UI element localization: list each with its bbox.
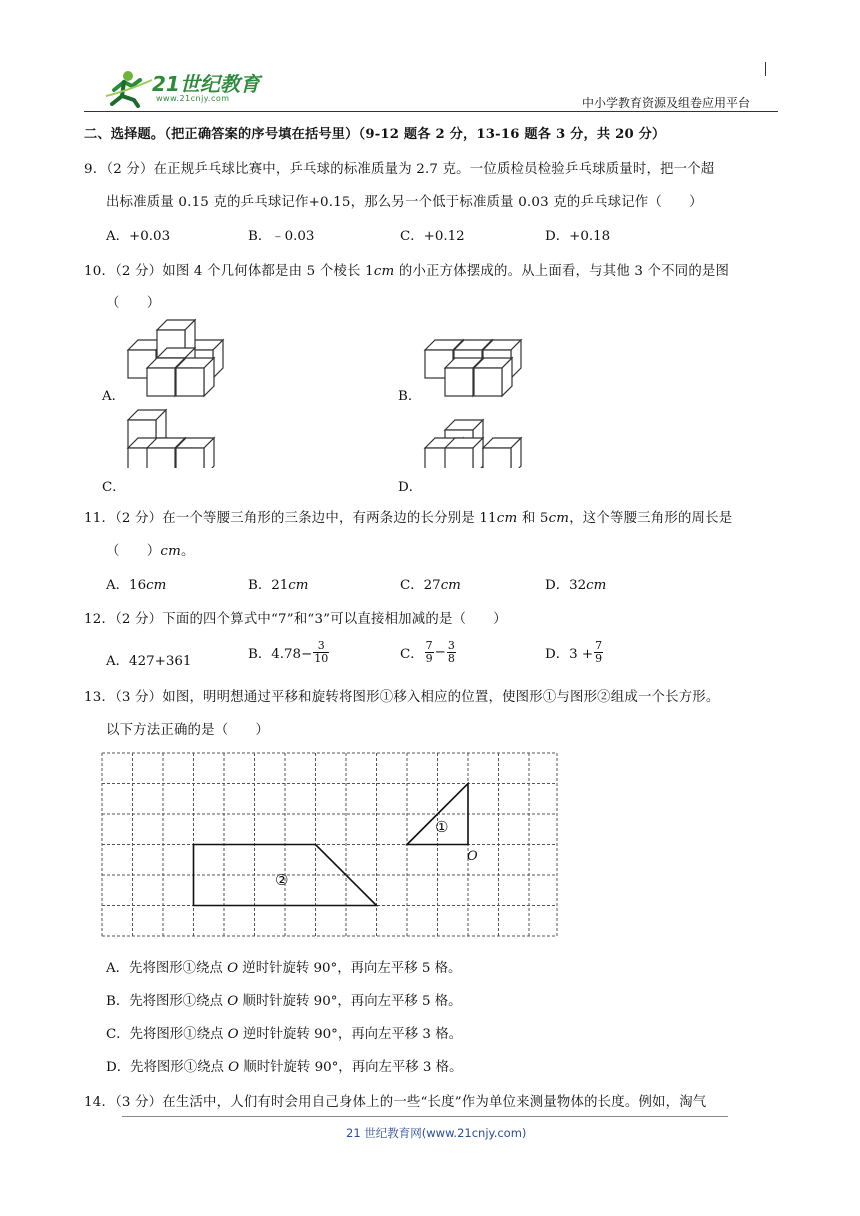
q10-line2: （ ） <box>106 296 161 311</box>
q12-option-c <box>400 640 457 665</box>
q12-option-d <box>545 640 604 665</box>
q10-label-d: D． <box>398 480 423 495</box>
q12-c-minus: − <box>434 645 446 660</box>
q12-c-num2: 3 <box>447 639 455 652</box>
q13-b-o: O <box>227 994 239 1009</box>
q12-d-prefix: D．3 + <box>545 647 594 662</box>
q12-b-fraction <box>313 640 329 665</box>
shape-1-label: ① <box>435 818 449 836</box>
q13-d-o: O <box>228 1060 240 1075</box>
q11-text-a: 11．（2 分）在一个等腰三角形的三条边中，有两条边的长分别是 11 <box>84 511 497 526</box>
q11-b-unit: cm <box>288 578 309 593</box>
q11-text-b: 和 5 <box>517 511 549 526</box>
q11-text-c: ，这个等腰三角形的周长是 <box>569 511 733 526</box>
q11-unit-3: cm <box>160 544 181 559</box>
q11-a-text: A．16 <box>106 578 147 593</box>
q11-option-c <box>400 574 461 593</box>
q11-line1 <box>84 507 732 526</box>
q10-label-b: B． <box>398 389 422 404</box>
q13-a-pre: A．先将图形①绕点 <box>106 961 228 976</box>
q10-label-c: C． <box>102 480 126 495</box>
q10-text-b: 的小正方体摆成的。从上面看，与其他 3 个不同的是图 <box>394 264 730 279</box>
q13-c-post: 逆时针旋转 90°，再向左平移 3 格。 <box>238 1027 462 1042</box>
q11-period: 。 <box>180 544 195 559</box>
header-rule <box>84 111 778 112</box>
q11-option-a <box>106 574 166 593</box>
q12-c-fraction-1 <box>425 640 434 665</box>
q9-option-c: C．+0.12 <box>400 229 465 244</box>
dashed-grid <box>102 753 557 936</box>
q9-option-a: A．+0.03 <box>106 229 171 244</box>
section-title: 二、选择题。（把正确答案的序号填在括号里）（9-12 题各 2 分，13-16 题各 3 分，共 20 分） <box>84 127 666 142</box>
q13-b-pre: B．先将图形①绕点 <box>106 994 228 1009</box>
q9-option-b: B．﹣0.03 <box>248 229 315 244</box>
q13-a-o: O <box>227 961 239 976</box>
q14-line1: 14．（3 分）在生活中，人们有时会用自己身体上的一些“长度”作为单位来测量物体的长度。例如，淘气 <box>84 1095 707 1110</box>
q12-line1: 12．（2 分）下面的四个算式中“7”和“3”可以直接相加减的是（ ） <box>84 612 507 627</box>
q13-grid-figure <box>100 750 560 940</box>
q10-unit: cm <box>373 264 395 279</box>
platform-name: 中小学教育资源及组卷应用平台 <box>582 96 751 110</box>
q13-option-c <box>106 1023 462 1042</box>
shape-2-label: ② <box>275 871 289 889</box>
header-mark <box>765 62 766 76</box>
footer-rule <box>122 1116 728 1117</box>
q12-option-b <box>248 640 330 665</box>
q11-unit-2: cm <box>548 511 570 526</box>
q13-a-post: 逆时针旋转 90°，再向左平移 5 格。 <box>238 961 462 976</box>
q10-label-a: A． <box>102 389 126 404</box>
q13-option-a <box>106 957 461 976</box>
q11-d-unit: cm <box>586 578 607 593</box>
figure-a <box>128 320 223 396</box>
q11-c-text: C．27 <box>400 578 441 593</box>
q12-c-den1: 9 <box>425 652 433 665</box>
logo-subtitle: www.21cnjy.com <box>156 94 230 103</box>
q12-b-den: 10 <box>314 652 329 665</box>
figure-c <box>128 410 214 468</box>
q11-b-text: B．21 <box>248 578 289 593</box>
q11-blank: （ ） <box>106 544 161 559</box>
q13-option-b <box>106 990 462 1009</box>
q12-c-prefix: C． <box>400 647 424 662</box>
q13-line2: 以下方法正确的是（ ） <box>106 723 270 738</box>
footer-text[interactable]: 21 世纪教育网(www.21cnjy.com) <box>346 1126 527 1140</box>
q12-d-fraction <box>594 640 603 665</box>
q9-line1: 9．（2 分）在正规乒乓球比赛中，乒乓球的标准质量为 2.7 克。一位质检员检验乒乓球质量时，把一个超 <box>84 162 715 177</box>
q12-option-a: A．427+361 <box>106 654 192 669</box>
q9-option-d: D．+0.18 <box>545 229 611 244</box>
q10-line1 <box>84 260 729 279</box>
q11-c-unit: cm <box>440 578 461 593</box>
point-o-label: O <box>467 849 478 864</box>
q13-line1: 13．（3 分）如图，明明想通过平移和旋转将图形①移入相应的位置，使图形①与图形②组成一个长方形。 <box>84 690 720 705</box>
q13-d-pre: D．先将图形①绕点 <box>106 1060 229 1075</box>
q11-a-unit: cm <box>146 578 167 593</box>
q11-option-b <box>248 574 308 593</box>
figure-d <box>425 420 521 468</box>
q12-d-den: 9 <box>595 652 603 665</box>
q12-c-num1: 7 <box>425 639 433 652</box>
q12-c-fraction-2 <box>447 640 456 665</box>
q13-d-post: 顺时针旋转 90°，再向左平移 3 格。 <box>239 1060 463 1075</box>
q13-c-o: O <box>227 1027 239 1042</box>
q9-line2: 出标准质量 0.15 克的乒乓球记作+0.15，那么另一个低于标准质量 0.03 克的乒乓球记作（ ） <box>106 195 703 210</box>
logo-title: 21世纪教育 <box>152 72 260 96</box>
q13-option-d <box>106 1056 462 1075</box>
q10-text-a: 10．（2 分）如图 4 个几何体都是由 5 个棱长 1 <box>84 264 374 279</box>
q13-c-pre: C．先将图形①绕点 <box>106 1027 228 1042</box>
q11-option-d <box>545 574 606 593</box>
q10-cube-figures <box>100 318 540 468</box>
q12-c-den2: 8 <box>447 652 455 665</box>
figure-b <box>425 340 521 396</box>
header-logo <box>104 66 279 108</box>
q12-b-prefix: B．4.78− <box>248 647 313 662</box>
q12-d-num: 7 <box>595 639 603 652</box>
q11-d-text: D．32 <box>545 578 587 593</box>
q13-b-post: 顺时针旋转 90°，再向左平移 5 格。 <box>238 994 462 1009</box>
q11-unit-1: cm <box>496 511 518 526</box>
q12-b-num: 3 <box>313 640 329 653</box>
q11-line2 <box>106 540 195 559</box>
